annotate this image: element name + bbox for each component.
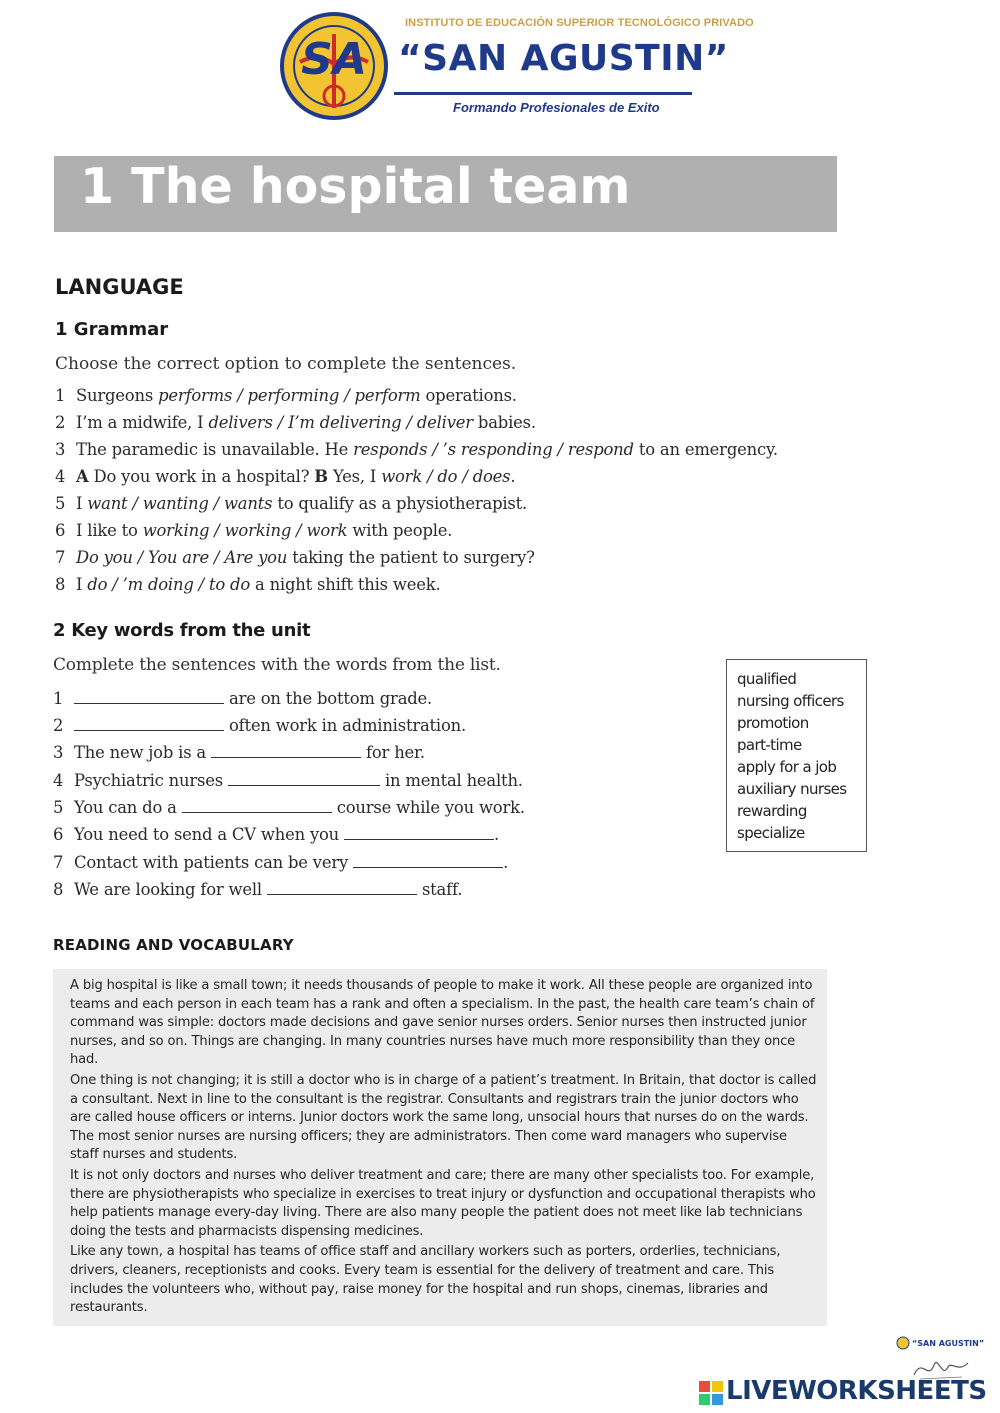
- keyword-item: [53, 771, 523, 790]
- speaker-a-label: A: [76, 467, 89, 486]
- item-number: 3: [53, 743, 64, 762]
- item-number: 8: [53, 880, 64, 899]
- keywords-instruction: Complete the sentences with the words from the list.: [53, 655, 501, 675]
- item-options[interactable]: want / wanting / wants: [87, 494, 273, 513]
- grammar-item: [55, 386, 517, 405]
- item-text: .: [494, 825, 500, 844]
- keyword-item: [53, 825, 499, 844]
- keyword-item: [53, 716, 466, 735]
- item-options[interactable]: delivers / I’m delivering / deliver: [208, 413, 473, 432]
- item-number: 8: [55, 575, 66, 594]
- answer-blank[interactable]: [211, 745, 361, 758]
- item-text: in mental health.: [379, 771, 523, 790]
- footer-school-logo: [896, 1336, 986, 1350]
- item-number: 4: [55, 467, 66, 486]
- item-text: taking the patient to surgery?: [287, 548, 535, 567]
- school-motto: Formando Profesionales de Exito: [453, 100, 660, 115]
- keyword-item: [53, 743, 425, 762]
- item-number: 3: [55, 440, 66, 459]
- item-text: I like to: [76, 521, 143, 540]
- item-text: Surgeons: [76, 386, 159, 405]
- item-number: 2: [55, 413, 66, 432]
- item-text: often work in administration.: [224, 716, 466, 735]
- answer-blank[interactable]: [228, 773, 380, 786]
- word-list-item: specialize: [737, 824, 805, 842]
- language-heading: LANGUAGE: [55, 275, 184, 299]
- keyword-item: [53, 853, 508, 872]
- item-text: staff.: [416, 880, 463, 899]
- grammar-item: [55, 575, 440, 594]
- grammar-heading: 1 Grammar: [55, 319, 169, 340]
- item-number: 1: [55, 386, 66, 405]
- answer-blank[interactable]: [344, 827, 494, 840]
- item-text: course while you work.: [331, 798, 525, 817]
- word-list-item: auxiliary nurses: [737, 780, 847, 798]
- item-text: with people.: [347, 521, 453, 540]
- grammar-item: [55, 494, 527, 513]
- answer-blank[interactable]: [74, 718, 224, 731]
- liveworksheets-badge-icon: [699, 1381, 723, 1405]
- word-list-item: rewarding: [737, 802, 807, 820]
- answer-blank[interactable]: [267, 882, 417, 895]
- item-text: Contact with patients can be very: [74, 853, 354, 872]
- institution-name: INSTITUTO DE EDUCACIÓN SUPERIOR TECNOLÓGICO PRIVADO: [405, 17, 754, 29]
- grammar-item: [55, 467, 515, 486]
- footer-logo-text: “SAN AGUSTIN”: [912, 1339, 985, 1348]
- item-text: I: [76, 575, 88, 594]
- header-divider: [394, 92, 692, 95]
- item-text: for her.: [361, 743, 425, 762]
- grammar-instruction: Choose the correct option to complete the sentences.: [55, 354, 517, 374]
- item-text: I’m a midwife, I: [76, 413, 209, 432]
- reading-paragraph: A big hospital is like a small town; it needs thousands of people to make it work. All these people are organized into teams and each person in each team has a rank and often a specialism. In the past, the health care team’s chain of command was simple: doctors made decisions and gave senior nurses orders. Senior nurses then instructed junior nurses, and so on. Things are changing. In many countries nurses have much more responsibility than they once had.: [70, 978, 815, 1068]
- grammar-item: [55, 440, 778, 459]
- word-list-item: nursing officers: [737, 692, 844, 710]
- word-list-item: promotion: [737, 714, 809, 732]
- grammar-item: [55, 413, 536, 432]
- school-name: “SAN AGUSTIN”: [398, 38, 729, 79]
- word-list-item: apply for a job: [737, 758, 837, 776]
- item-text: Do you work in a hospital?: [88, 467, 315, 486]
- answer-blank[interactable]: [182, 800, 332, 813]
- keywords-heading: 2 Key words from the unit: [53, 620, 311, 641]
- item-text: Psychiatric nurses: [74, 771, 228, 790]
- item-number: 4: [53, 771, 64, 790]
- grammar-item: [55, 521, 452, 540]
- word-list-item: part-time: [737, 736, 802, 754]
- item-number: 6: [53, 825, 64, 844]
- school-logo: [278, 12, 390, 120]
- item-number: 5: [53, 798, 64, 817]
- item-options[interactable]: Do you / You are / Are you: [76, 548, 288, 567]
- reading-paragraph: It is not only doctors and nurses who deliver treatment and care; there are many other specialists too. For example, there are physiotherapists who specialize in exercises to treat injury or dysfunction and occupational therapists who help patients manage every-day living. There are also many people the patient does not meet like lab technicians doing the tests and pharmacists dispensing medicines.: [70, 1167, 816, 1239]
- item-options[interactable]: work / do / does.: [381, 467, 516, 486]
- speaker-b-label: B: [314, 467, 328, 486]
- reading-paragraph: One thing is not changing; it is still a doctor who is in charge of a patient’s treatment. In Britain, that doctor is called a consultant. Next in line to the consultant is the registrar. Consultants and registrars train the junior doctors who are called house officers or interns. Junior doctors work the same long, unsocial hours that nurses do on the wards. The most senior nurses are nursing officers; they are administrators. Then come ward managers who supervise staff nurses and students.: [70, 1072, 817, 1163]
- keyword-item: [53, 689, 432, 708]
- item-text: operations.: [420, 386, 517, 405]
- reading-paragraph: Like any town, a hospital has teams of office staff and ancillary workers such as porters, orderlies, technicians, drivers, cleaners, receptionists and cooks. Every team is essential for the delivery of treatment and care. This includes the volunteers who, without pay, raise money for the hospital and run shops, cinemas, libraries and restaurants.: [70, 1244, 781, 1316]
- word-list-item: qualified: [737, 670, 797, 688]
- page-title: 1 The hospital team: [80, 158, 631, 215]
- item-text: Yes, I: [327, 467, 382, 486]
- logo-letters: SA: [301, 34, 367, 85]
- item-number: 2: [53, 716, 64, 735]
- keyword-item: [53, 798, 525, 817]
- grammar-item: [55, 548, 535, 567]
- item-text: to qualify as a physiotherapist.: [272, 494, 528, 513]
- item-options[interactable]: performs / performing / perform: [158, 386, 421, 405]
- item-options[interactable]: do / ’m doing / to do: [87, 575, 250, 594]
- item-number: 1: [53, 689, 64, 708]
- reading-heading: READING AND VOCABULARY: [53, 936, 294, 954]
- item-text: are on the bottom grade.: [224, 689, 433, 708]
- item-text: We are looking for well: [74, 880, 267, 899]
- keyword-item: [53, 880, 462, 899]
- item-text: a night shift this week.: [249, 575, 441, 594]
- item-text: to an emergency.: [633, 440, 778, 459]
- reading-passage: [53, 969, 827, 1326]
- item-number: 7: [53, 853, 64, 872]
- item-text: The paramedic is unavailable. He: [76, 440, 354, 459]
- item-number: 5: [55, 494, 66, 513]
- item-number: 7: [55, 548, 66, 567]
- item-text: I: [76, 494, 88, 513]
- answer-blank[interactable]: [353, 855, 503, 868]
- answer-blank[interactable]: [74, 691, 224, 704]
- item-text: You can do a: [74, 798, 182, 817]
- item-text: The new job is a: [74, 743, 211, 762]
- item-options[interactable]: working / working / work: [142, 521, 348, 540]
- item-text: babies.: [472, 413, 536, 432]
- item-options[interactable]: responds / ’s responding / respond: [353, 440, 634, 459]
- item-text: .: [503, 853, 509, 872]
- item-text: You need to send a CV when you: [74, 825, 345, 844]
- liveworksheets-watermark[interactable]: LIVEWORKSHEETS: [726, 1376, 987, 1406]
- item-number: 6: [55, 521, 66, 540]
- word-list-box: [726, 659, 867, 852]
